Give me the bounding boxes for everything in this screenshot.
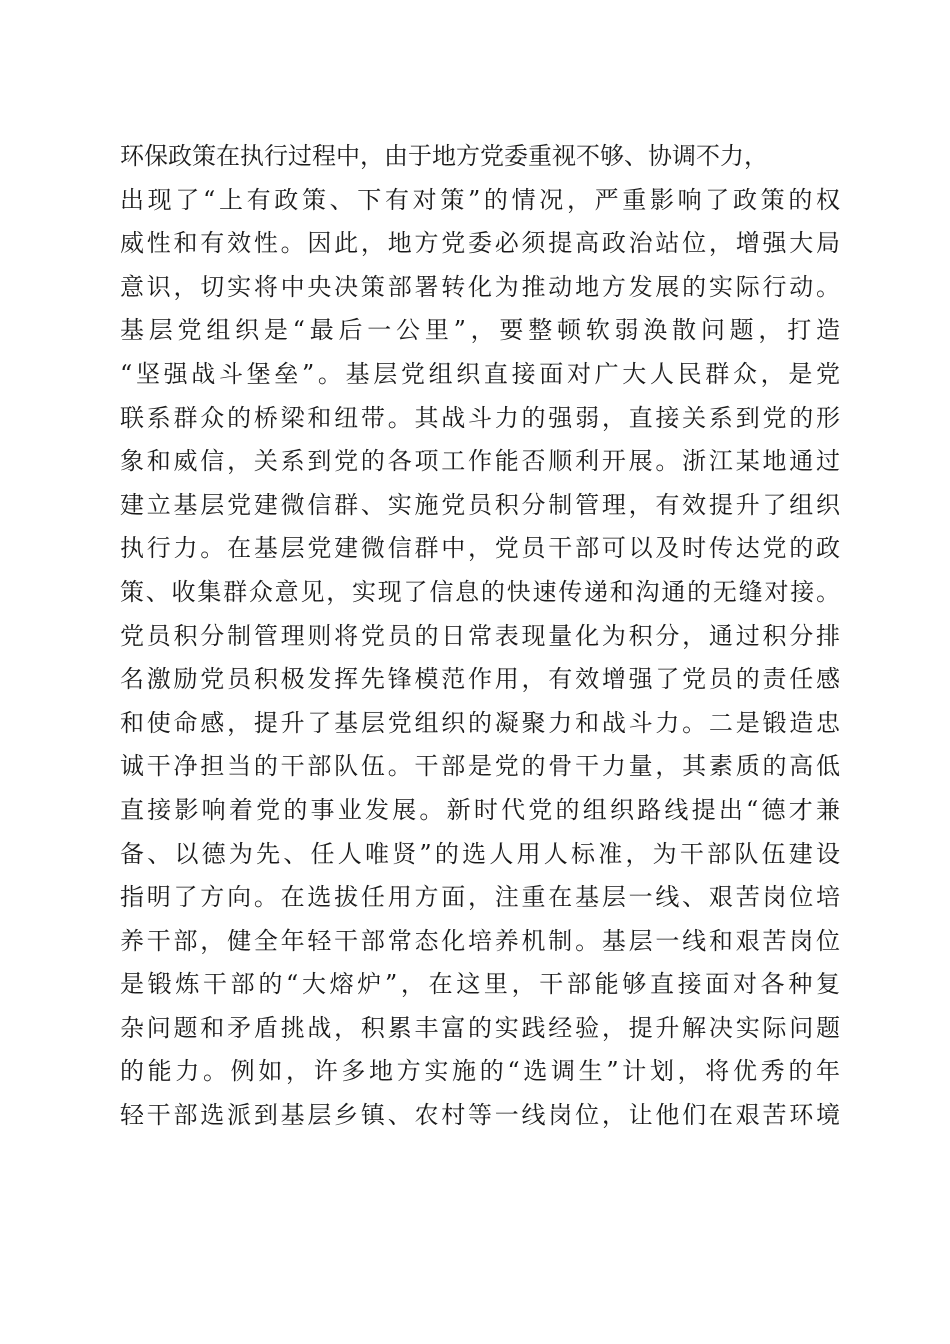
text-line: 环保政策在执行过程中，由于地方党委重视不够、协调不力， [120,142,768,170]
text-line: 联系群众的桥梁和纽带。其战斗力的强弱，直接关系到党的形 [120,403,840,432]
text-line: 指明了方向。在选拔任用方面，注重在基层一线、艰苦岗位培 [120,883,840,912]
text-line: 和使命感，提升了基层党组织的凝聚力和战斗力。二是锻造忠 [120,708,840,737]
text-line: 意识，切实将中央决策部署转化为推动地方发展的实际行动。 [120,272,840,301]
text-line: 直接影响着党的事业发展。新时代党的组织路线提出“德才兼 [120,795,840,824]
text-line: 出现了“上有政策、下有对策”的情况，严重影响了政策的权 [120,185,840,214]
text-line: 威性和有效性。因此，地方党委必须提高政治站位，增强大局 [120,229,840,258]
text-line: 名激励党员积极发挥先锋模范作用，有效增强了党员的责任感 [120,665,840,694]
text-line: 是锻炼干部的“大熔炉”，在这里，干部能够直接面对各种复 [120,970,840,999]
text-line: 备、以德为先、任人唯贤”的选人用人标准，为干部队伍建设 [120,839,840,868]
text-line: 的能力。例如，许多地方实施的“选调生”计划，将优秀的年 [120,1057,840,1086]
text-line: 党员积分制管理则将党员的日常表现量化为积分，通过积分排 [120,621,840,650]
text-line: 杂问题和矛盾挑战，积累丰富的实践经验，提升解决实际问题 [120,1013,840,1042]
text-line: 象和威信，关系到党的各项工作能否顺利开展。浙江某地通过 [120,447,840,476]
text-line: 建立基层党建微信群、实施党员积分制管理，有效提升了组织 [120,490,840,519]
text-line: 基层党组织是“最后一公里”，要整顿软弱涣散问题，打造 [120,316,840,345]
text-line: 诚干净担当的干部队伍。干部是党的骨干力量，其素质的高低 [120,752,840,781]
text-line: “坚强战斗堡垒”。基层党组织直接面对广大人民群众，是党 [120,359,840,388]
text-line: 养干部，健全年轻干部常态化培养机制。基层一线和艰苦岗位 [120,926,840,955]
text-line: 轻干部选派到基层乡镇、农村等一线岗位，让他们在艰苦环境 [120,1101,840,1130]
text-line: 策、收集群众意见，实现了信息的快速传递和沟通的无缝对接。 [120,577,840,606]
text-line: 执行力。在基层党建微信群中，党员干部可以及时传达党的政 [120,534,840,563]
body-text [120,135,840,1138]
